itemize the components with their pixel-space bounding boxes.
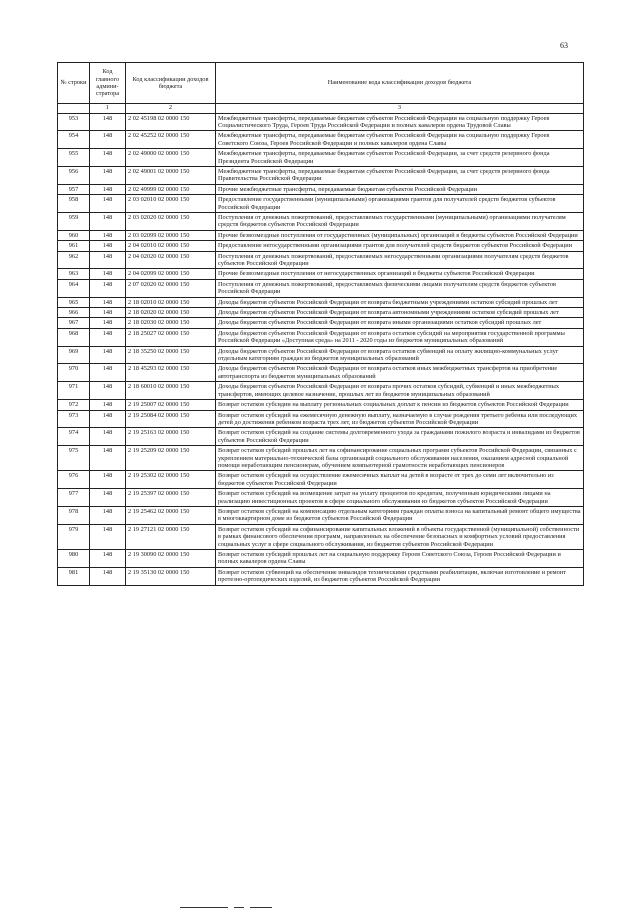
name-cell: Доходы бюджетов субъектов Российской Федерации от возврата остатков иных межбюджетных трансфертов на приобретение автотранспорта из бюджетов муниципальных образований — [216, 364, 584, 382]
table-row — [58, 195, 584, 213]
table-row — [58, 346, 584, 364]
header-name: Наименование кода классификации доходов бюджета — [216, 63, 584, 104]
row-number-cell: 963 — [58, 269, 90, 279]
table-row — [58, 318, 584, 328]
admin-code-cell: 148 — [90, 364, 126, 382]
table-row — [58, 241, 584, 251]
name-cell: Доходы бюджетов субъектов Российской Федерации от возврата остатков субвенций на оплату жилищно-коммунальных услуг отдельным категориям граждан из бюджетов муниципальных образований — [216, 346, 584, 364]
table-row — [58, 149, 584, 167]
class-code-cell: 2 02 49000 02 0000 150 — [126, 149, 216, 167]
name-cell: Поступления от денежных пожертвований, предоставляемых физическими лицами получателям средств бюджетов субъектов Российской Федерации — [216, 279, 584, 297]
table-row — [58, 506, 584, 524]
header-admin-code: Код главного админи- стратора — [90, 63, 126, 104]
row-number-cell: 968 — [58, 328, 90, 346]
index-cell: 1 — [90, 104, 126, 114]
name-cell: Доходы бюджетов субъектов Российской Федерации от возврата прочих остатков субсидий, субвенций и иных межбюджетных трансфертов, имеющих целевое назначение, прошлых лет из бюджетов муниципальных образований — [216, 382, 584, 400]
table-row — [58, 212, 584, 230]
admin-code-cell: 148 — [90, 297, 126, 307]
admin-code-cell: 148 — [90, 318, 126, 328]
admin-code-cell: 148 — [90, 400, 126, 410]
admin-code-cell: 148 — [90, 428, 126, 446]
admin-code-cell: 148 — [90, 346, 126, 364]
name-cell: Прочие межбюджетные трансферты, передаваемые бюджетам субъектов Российской Федерации — [216, 184, 584, 194]
admin-code-cell: 148 — [90, 567, 126, 585]
class-code-cell: 2 19 27121 02 0000 150 — [126, 524, 216, 549]
table-row — [58, 382, 584, 400]
table-row — [58, 279, 584, 297]
table-row — [58, 567, 584, 585]
page-number: 63 — [560, 41, 568, 50]
admin-code-cell: 148 — [90, 524, 126, 549]
name-cell: Возврат остатков субсидий на компенсацию отдельным категориям граждан оплаты взноса на капитальный ремонт общего имущества в многоквартирном доме из бюджетов субъектов Российской Федерации — [216, 506, 584, 524]
class-code-cell: 2 18 02030 02 0000 150 — [126, 318, 216, 328]
row-number-cell: 974 — [58, 428, 90, 446]
revenue-classification-table — [57, 62, 584, 586]
table-header-row — [58, 63, 584, 104]
header-row-number: № строки — [58, 63, 90, 104]
row-number-cell: 977 — [58, 489, 90, 507]
admin-code-cell: 148 — [90, 269, 126, 279]
name-cell: Возврат остатков субсидий прошлых лет на софинансирование социальных программ субъектов Российской Федерации, связанных с укреплением материально-технической базы организаций социального обслуживания населения, оказанием адресной социальной помощи неработающим пенсионерам, обучением компьютерной грамотности неработающих пенсионеров — [216, 446, 584, 471]
admin-code-cell: 148 — [90, 212, 126, 230]
name-cell: Возврат остатков субвенций на обеспечение инвалидов техническими средствами реабилитации, включая изготовление и ремонт протезно-ортопедических изделий, из бюджетов субъектов Российской Федерации — [216, 567, 584, 585]
class-code-cell: 2 19 25209 02 0000 150 — [126, 446, 216, 471]
name-cell: Возврат остатков субсидий на осуществление ежемесячных выплат на детей в возрасте от трех до семи лет включительно из бюджетов субъектов Российской Федерации — [216, 471, 584, 489]
table-row — [58, 328, 584, 346]
row-number-cell: 973 — [58, 410, 90, 428]
row-number-cell: 981 — [58, 567, 90, 585]
admin-code-cell: 148 — [90, 328, 126, 346]
row-number-cell: 958 — [58, 195, 90, 213]
class-code-cell: 2 19 25462 02 0000 150 — [126, 506, 216, 524]
name-cell: Прочие безвозмездные поступления от негосударственных организаций в бюджеты субъектов Российской Федерации — [216, 269, 584, 279]
class-code-cell: 2 03 02099 02 0000 150 — [126, 230, 216, 240]
row-number-cell: 954 — [58, 131, 90, 149]
name-cell: Доходы бюджетов субъектов Российской Федерации от возврата бюджетными учреждениями остатков субсидий прошлых лет — [216, 297, 584, 307]
row-number-cell: 969 — [58, 346, 90, 364]
row-number-cell: 979 — [58, 524, 90, 549]
admin-code-cell: 148 — [90, 230, 126, 240]
row-number-cell: 970 — [58, 364, 90, 382]
admin-code-cell: 148 — [90, 279, 126, 297]
table-row — [58, 251, 584, 269]
class-code-cell: 2 19 25302 02 0000 150 — [126, 471, 216, 489]
name-cell: Межбюджетные трансферты, передаваемые бюджетам субъектов Российской Федерации, за счет средств резервного фонда Президента Российской Федерации — [216, 149, 584, 167]
admin-code-cell: 148 — [90, 506, 126, 524]
table-row — [58, 550, 584, 568]
row-number-cell: 953 — [58, 113, 90, 131]
index-cell: 2 — [126, 104, 216, 114]
class-code-cell: 2 19 35130 02 0000 150 — [126, 567, 216, 585]
name-cell: Возврат остатков субсидий на ежемесячную денежную выплату, назначаемую в случае рождения третьего ребенка или последующих детей до достижения ребенком возраста трех лет, из бюджетов субъектов Российской Федерации — [216, 410, 584, 428]
class-code-cell: 2 02 45252 02 0000 150 — [126, 131, 216, 149]
row-number-cell: 955 — [58, 149, 90, 167]
name-cell: Возврат остатков субсидий на создание системы долговременного ухода за гражданами пожилого возраста и инвалидами из бюджетов субъектов Российской Федерации — [216, 428, 584, 446]
admin-code-cell: 148 — [90, 471, 126, 489]
name-cell: Поступления от денежных пожертвований, предоставляемых государственными (муниципальными) организациями получателям средств бюджетов субъектов Российской Федерации — [216, 212, 584, 230]
class-code-cell: 2 18 45293 02 0000 150 — [126, 364, 216, 382]
class-code-cell: 2 04 02010 02 0000 150 — [126, 241, 216, 251]
row-number-cell: 966 — [58, 308, 90, 318]
table-row — [58, 308, 584, 318]
admin-code-cell: 148 — [90, 251, 126, 269]
class-code-cell: 2 18 60010 02 0000 150 — [126, 382, 216, 400]
table-row — [58, 131, 584, 149]
name-cell: Предоставление негосударственными организациями грантов для получателей средств бюджетов субъектов Российской Федерации — [216, 241, 584, 251]
admin-code-cell: 148 — [90, 131, 126, 149]
class-code-cell: 2 19 25007 02 0000 150 — [126, 400, 216, 410]
class-code-cell: 2 18 35250 02 0000 150 — [126, 346, 216, 364]
row-number-cell: 967 — [58, 318, 90, 328]
admin-code-cell: 148 — [90, 166, 126, 184]
row-number-cell: 960 — [58, 230, 90, 240]
class-code-cell: 2 18 25027 02 0000 150 — [126, 328, 216, 346]
row-number-cell: 971 — [58, 382, 90, 400]
table-row — [58, 166, 584, 184]
row-number-cell: 959 — [58, 212, 90, 230]
row-number-cell: 980 — [58, 550, 90, 568]
admin-code-cell: 148 — [90, 410, 126, 428]
name-cell: Предоставление государственными (муниципальными) организациями грантов для получателей средств бюджетов субъектов Российской Федерации — [216, 195, 584, 213]
name-cell: Межбюджетные трансферты, передаваемые бюджетам субъектов Российской Федерации на социальную поддержку Героев Социалистического Труда, Героев Труда Российской Федерации и полных кавалеров ордена Трудовой Славы — [216, 113, 584, 131]
name-cell: Межбюджетные трансферты, передаваемые бюджетам субъектов Российской Федерации на социальную поддержку Героев Советского Союза, Героев Российской Федерации и полных кавалеров ордена Славы — [216, 131, 584, 149]
table-row — [58, 471, 584, 489]
class-code-cell: 2 02 45198 02 0000 150 — [126, 113, 216, 131]
admin-code-cell: 148 — [90, 308, 126, 318]
row-number-cell: 964 — [58, 279, 90, 297]
table-row — [58, 113, 584, 131]
name-cell: Доходы бюджетов субъектов Российской Федерации от возврата иными организациями остатков субсидий прошлых лет — [216, 318, 584, 328]
name-cell: Доходы бюджетов субъектов Российской Федерации от возврата автономными учреждениями остатков субсидий прошлых лет — [216, 308, 584, 318]
row-number-cell: 972 — [58, 400, 90, 410]
row-number-cell: 976 — [58, 471, 90, 489]
class-code-cell: 2 19 25163 02 0000 150 — [126, 428, 216, 446]
table-body — [58, 113, 584, 585]
class-code-cell: 2 07 02020 02 0000 150 — [126, 279, 216, 297]
class-code-cell: 2 19 25397 02 0000 150 — [126, 489, 216, 507]
class-code-cell: 2 04 02020 02 0000 150 — [126, 251, 216, 269]
table-row — [58, 364, 584, 382]
row-number-cell: 956 — [58, 166, 90, 184]
admin-code-cell: 148 — [90, 489, 126, 507]
class-code-cell: 2 18 02020 02 0000 150 — [126, 308, 216, 318]
class-code-cell: 2 18 02010 02 0000 150 — [126, 297, 216, 307]
header-class-code: Код классификации доходов бюджета — [126, 63, 216, 104]
row-number-cell: 965 — [58, 297, 90, 307]
table-row — [58, 410, 584, 428]
admin-code-cell: 148 — [90, 382, 126, 400]
index-cell: 3 — [216, 104, 584, 114]
row-number-cell: 962 — [58, 251, 90, 269]
class-code-cell: 2 19 30090 02 0000 150 — [126, 550, 216, 568]
table-row — [58, 269, 584, 279]
name-cell: Возврат остатков субсидий на возмещение затрат на уплату процентов по кредитам, полученным юридическими лицами на реализацию инвестиционных проектов в сфере социального обслуживания из бюджетов субъектов Российской Федерации — [216, 489, 584, 507]
scan-artifact-mark — [180, 898, 300, 900]
table-row — [58, 297, 584, 307]
table-row — [58, 489, 584, 507]
name-cell: Возврат остатков субсидии на выплату региональных социальных доплат к пенсии из бюджетов субъектов Российской Федерации — [216, 400, 584, 410]
row-number-cell: 975 — [58, 446, 90, 471]
admin-code-cell: 148 — [90, 149, 126, 167]
admin-code-cell: 148 — [90, 446, 126, 471]
admin-code-cell: 148 — [90, 550, 126, 568]
name-cell: Возврат остатков субсидий прошлых лет на социальную поддержку Героев Советского Союза, Героев Российской Федерации и полных кавалеров ордена Славы — [216, 550, 584, 568]
admin-code-cell: 148 — [90, 113, 126, 131]
table-index-row — [58, 104, 584, 114]
row-number-cell: 978 — [58, 506, 90, 524]
admin-code-cell: 148 — [90, 184, 126, 194]
table-row — [58, 230, 584, 240]
name-cell: Межбюджетные трансферты, передаваемые бюджетам субъектов Российской Федерации, за счет средств резервного фонда Правительства Российской Федерации — [216, 166, 584, 184]
name-cell: Прочие безвозмездные поступления от государственных (муниципальных) организаций в бюджеты субъектов Российской Федерации — [216, 230, 584, 240]
row-number-cell: 957 — [58, 184, 90, 194]
table-row — [58, 400, 584, 410]
index-cell — [58, 104, 90, 114]
class-code-cell: 2 04 02099 02 0000 150 — [126, 269, 216, 279]
table-row — [58, 184, 584, 194]
name-cell: Доходы бюджетов субъектов Российской Федерации от возврата остатков субсидий на мероприятия государственной программы Российской Федерации «Доступная среда» на 2011 - 2020 годы из бюджетов муниципальных образований — [216, 328, 584, 346]
class-code-cell: 2 02 49001 02 0000 150 — [126, 166, 216, 184]
row-number-cell: 961 — [58, 241, 90, 251]
name-cell: Возврат остатков субсидий на софинансирование капитальных вложений в объекты государственной (муниципальной) собственности в рамках финансового обеспечения программ, направленных на обеспечение безопасных и комфортных условий предоставления социальных услуг в сфере социального обслуживания, из бюджетов субъектов Российской Федерации — [216, 524, 584, 549]
class-code-cell: 2 02 49999 02 0000 150 — [126, 184, 216, 194]
admin-code-cell: 148 — [90, 195, 126, 213]
class-code-cell: 2 19 25084 02 0000 150 — [126, 410, 216, 428]
class-code-cell: 2 03 02010 02 0000 150 — [126, 195, 216, 213]
table-row — [58, 446, 584, 471]
table-row — [58, 524, 584, 549]
name-cell: Поступления от денежных пожертвований, предоставляемых негосударственными организациями получателям средств бюджетов субъектов Российской Федерации — [216, 251, 584, 269]
class-code-cell: 2 03 02020 02 0000 150 — [126, 212, 216, 230]
table-row — [58, 428, 584, 446]
admin-code-cell: 148 — [90, 241, 126, 251]
